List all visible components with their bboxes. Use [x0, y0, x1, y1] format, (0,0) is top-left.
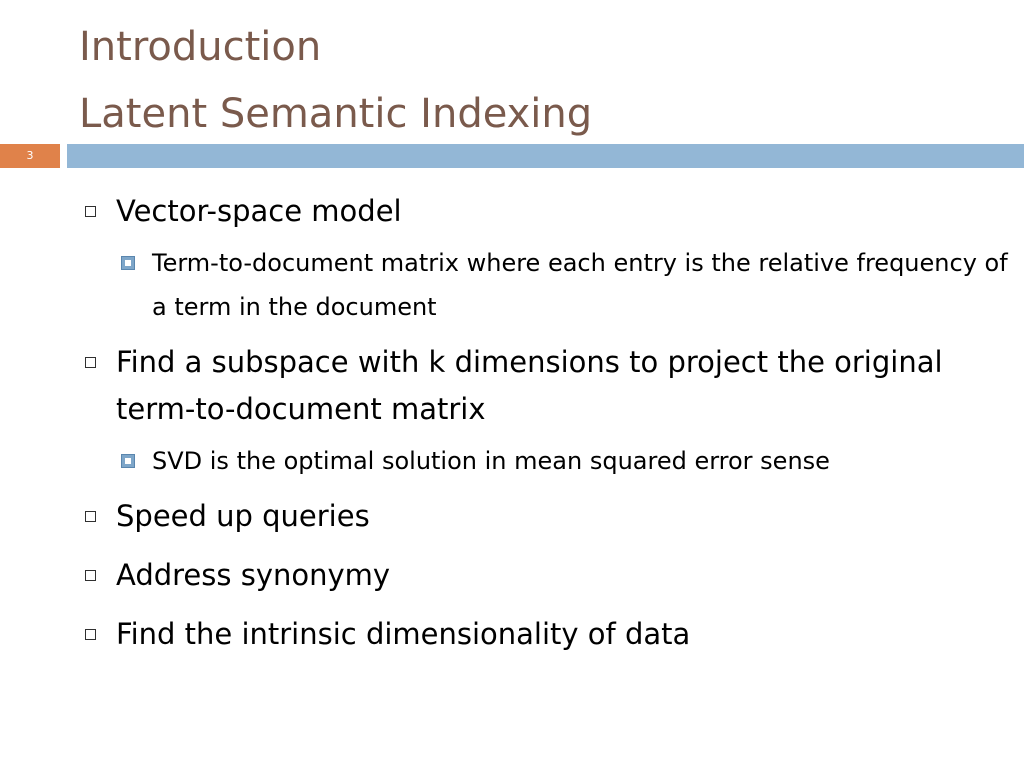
- bullet-item: [80, 611, 1010, 658]
- filled-square-bullet-icon: [121, 454, 135, 468]
- bullet-text: Find the intrinsic dimensionality of data: [116, 617, 691, 651]
- bullet-text: Vector-space model: [116, 194, 402, 228]
- sub-bullet-item: [116, 241, 1010, 329]
- slide-number: 3: [0, 144, 60, 168]
- hollow-square-bullet-icon: [85, 511, 96, 522]
- hollow-square-bullet-icon: [85, 206, 96, 217]
- bullet-item: [80, 188, 1010, 235]
- sub-bullet-item: [116, 439, 1010, 483]
- hollow-square-bullet-icon: [85, 629, 96, 640]
- slide-title-line-2: Latent Semantic Indexing: [79, 91, 593, 137]
- slide-title: [79, 24, 979, 137]
- slide-content: [80, 188, 1010, 658]
- bullet-text: Speed up queries: [116, 499, 370, 533]
- bullet-text: Find a subspace with k dimensions to project the original term-to-document matrix: [116, 345, 943, 426]
- bullet-item: [80, 552, 1010, 599]
- slide-title-line-1: Introduction: [79, 24, 322, 70]
- title-rule-bar: [67, 144, 1024, 168]
- sub-bullet-text: Term-to-document matrix where each entry is the relative frequency of a term in the document: [152, 249, 1008, 321]
- hollow-square-bullet-icon: [85, 570, 96, 581]
- bullet-item: [80, 339, 1010, 433]
- sub-bullet-text: SVD is the optimal solution in mean squared error sense: [152, 447, 830, 475]
- filled-square-bullet-icon: [121, 256, 135, 270]
- bullet-text: Address synonymy: [116, 558, 391, 592]
- hollow-square-bullet-icon: [85, 357, 96, 368]
- bullet-item: [80, 493, 1010, 540]
